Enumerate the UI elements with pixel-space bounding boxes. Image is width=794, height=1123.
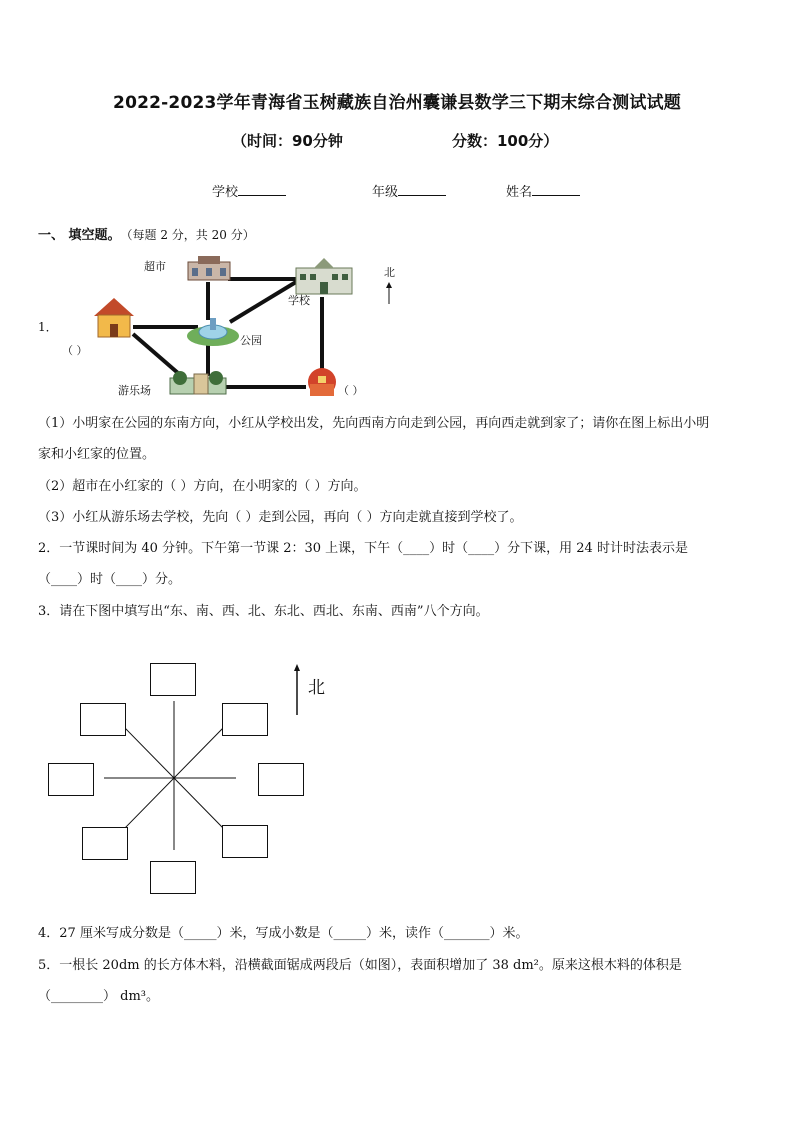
school-label: 学校 xyxy=(212,185,239,200)
school-field[interactable] xyxy=(212,181,286,200)
xiaoming-home-blank[interactable]: （ ） xyxy=(62,344,88,357)
box-east[interactable] xyxy=(258,763,304,796)
box-north[interactable] xyxy=(150,663,196,696)
box-south[interactable] xyxy=(150,861,196,894)
school-label: 学校 xyxy=(288,294,310,307)
supermarket-icon xyxy=(188,256,230,280)
north-arrow-icon xyxy=(386,282,392,304)
grade-label: 年级 xyxy=(372,185,399,200)
question-5 xyxy=(38,950,758,1012)
north-label: 北 xyxy=(384,266,395,279)
name-label: 姓名 xyxy=(506,185,533,200)
grade-field[interactable] xyxy=(372,181,446,200)
xiaohong-home-blank[interactable]: （ ） xyxy=(338,384,364,397)
box-southeast[interactable] xyxy=(222,825,268,858)
school-blank[interactable] xyxy=(238,183,286,196)
house-icon xyxy=(94,298,134,337)
box-northwest[interactable] xyxy=(80,703,126,736)
name-field[interactable] xyxy=(506,181,580,200)
question-2-line-b: （____）时（____）分。 xyxy=(38,572,182,587)
total-score: 分数：100分） xyxy=(452,132,559,150)
supermarket-label: 超市 xyxy=(144,260,166,273)
playground-label: 游乐场 xyxy=(118,384,151,397)
time-limit: （时间：90分钟 xyxy=(232,132,343,150)
park-label: 公园 xyxy=(240,334,262,347)
map-figure xyxy=(58,252,418,402)
playground-icon xyxy=(170,371,226,394)
question-5-line-a: 5．一根长 20dm 的长方体木料，沿横截面锯成两段后（如图），表面积增加了 38 dm²。原来这根木料的体积是 xyxy=(38,958,682,973)
map-svg xyxy=(58,252,418,402)
grade-blank[interactable] xyxy=(398,183,446,196)
question-2 xyxy=(38,533,758,595)
question-1-1 xyxy=(38,408,758,470)
question-5-line-b: （________） dm³。 xyxy=(38,989,159,1004)
page-title: 2022-2023学年青海省玉树藏族自治州囊谦县数学三下期末综合测试试题 xyxy=(113,93,681,113)
compass-figure xyxy=(40,655,360,905)
question-1-number: 1． xyxy=(38,320,58,334)
compass-north-label: 北 xyxy=(308,678,325,698)
red-house-icon xyxy=(308,368,336,396)
box-northeast[interactable] xyxy=(222,703,268,736)
question-1-1-line-a: （1）小明家在公园的东南方向，小红从学校出发，先向西南方向走到公园，再向西走就到家了；请你在图上标出小明 xyxy=(38,416,710,431)
name-blank[interactable] xyxy=(532,183,580,196)
question-1-2: （2）超市在小红家的（ ）方向，在小明家的（ ）方向。 xyxy=(38,479,367,494)
question-2-line-a: 2．一节课时间为 40 分钟。下午第一节课 2：30 上课，下午（____）时（____）分下课，用 24 时计时法表示是 xyxy=(38,541,688,556)
section-heading xyxy=(38,224,255,243)
question-1-3: （3）小红从游乐场去学校，先向（ ）走到公园，再向（ ）方向走就直接到学校了。 xyxy=(38,510,523,525)
section-note: （每题 2 分，共 20 分） xyxy=(126,228,255,242)
compass-north-arrow-icon xyxy=(294,664,300,715)
question-4: 4．27 厘米写成分数是（_____）米，写成小数是（_____）米，读作（_______）米。 xyxy=(38,926,529,941)
school-icon xyxy=(296,258,352,294)
box-west[interactable] xyxy=(48,763,94,796)
question-1-1-line-b: 家和小红家的位置。 xyxy=(38,447,156,462)
section-title: 一、 填空题。 xyxy=(38,228,121,243)
box-southwest[interactable] xyxy=(82,827,128,860)
question-3: 3．请在下图中填写出“东、南、西、北、东北、西北、东南、西南”八个方向。 xyxy=(38,604,489,619)
